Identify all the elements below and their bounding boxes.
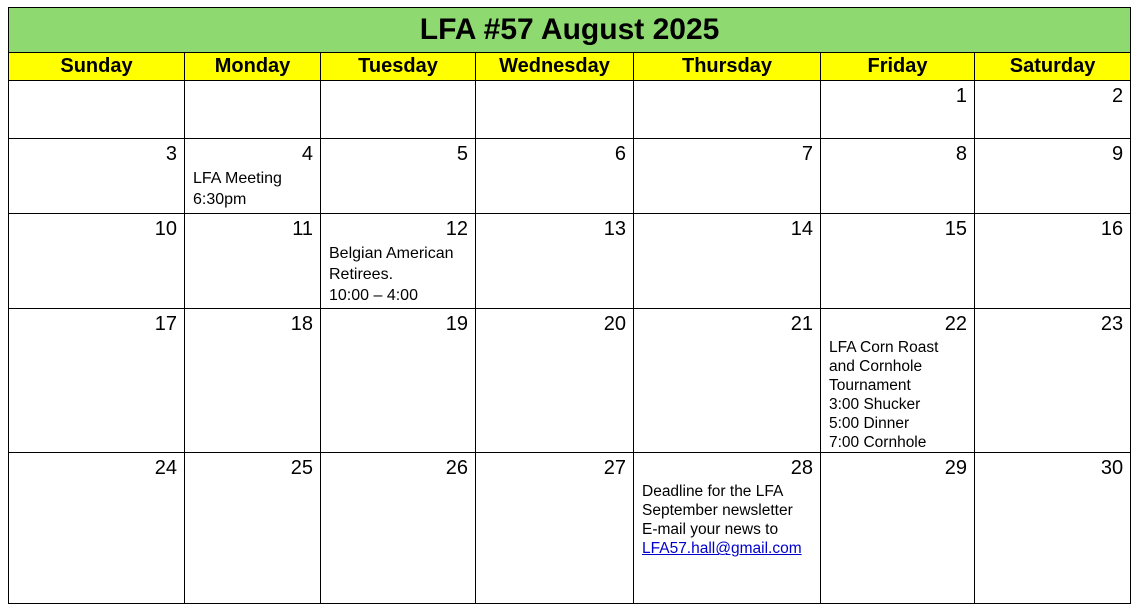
day-number: 5	[456, 143, 468, 166]
day-number: 21	[790, 312, 813, 335]
day-cell	[975, 81, 1131, 139]
day-number	[321, 81, 475, 85]
day-number: 22	[944, 312, 967, 335]
event-line: Tournament	[829, 376, 911, 394]
calendar-table	[8, 7, 1131, 604]
day-number: 29	[944, 457, 967, 480]
event-line: 5:00 Dinner	[829, 414, 910, 432]
day-cell	[9, 139, 185, 213]
day-number: 9	[1111, 143, 1124, 166]
weekday-monday: Monday	[185, 53, 321, 81]
day-cell	[321, 139, 476, 213]
day-cell	[821, 308, 975, 452]
day-number: 28	[790, 457, 813, 480]
day-cell	[634, 213, 821, 308]
week-row-2	[9, 139, 1131, 213]
event-line: 6:30pm	[193, 191, 247, 209]
day-cell	[821, 213, 975, 308]
day-number: 12	[445, 217, 468, 240]
day-cell	[185, 213, 321, 308]
day-cell	[821, 81, 975, 139]
day-number: 17	[154, 312, 177, 335]
event-line: LFA Meeting	[193, 170, 282, 188]
event-line: and Cornhole	[829, 357, 923, 375]
day-number: 26	[445, 457, 468, 480]
day-cell	[975, 139, 1131, 213]
event-line: 3:00 Shucker	[829, 395, 921, 413]
event-line: Belgian American	[329, 244, 454, 262]
day-number: 2	[1111, 85, 1124, 108]
day-cell	[9, 213, 185, 308]
event-line: LFA Corn Roast	[829, 338, 939, 356]
day-cell	[634, 453, 821, 604]
day-number: 10	[154, 217, 177, 240]
event-line: 10:00 – 4:00	[329, 286, 418, 304]
event-lfa-meeting	[185, 165, 320, 210]
day-cell	[821, 139, 975, 213]
event-line: E-mail your news to	[642, 521, 779, 539]
day-number	[185, 81, 320, 85]
weekday-header-row	[9, 53, 1131, 81]
day-number: 7	[801, 143, 813, 166]
weekday-wednesday: Wednesday	[476, 53, 634, 81]
week-row-3	[9, 213, 1131, 308]
day-cell	[185, 139, 321, 213]
day-cell	[185, 81, 321, 139]
day-cell	[321, 308, 476, 452]
day-cell	[975, 453, 1131, 604]
day-cell	[975, 308, 1131, 452]
event-line: Retirees.	[329, 265, 394, 283]
day-number: 15	[944, 217, 967, 240]
calendar-title: LFA #57 August 2025	[9, 8, 1131, 53]
day-number	[634, 81, 820, 85]
event-newsletter-deadline	[634, 479, 820, 558]
day-number: 16	[1100, 217, 1124, 240]
day-cell	[476, 81, 634, 139]
day-cell	[821, 453, 975, 604]
event-line: September newsletter	[642, 502, 793, 520]
day-cell	[476, 453, 634, 604]
day-number: 20	[603, 312, 626, 335]
day-cell	[185, 308, 321, 452]
day-number: 1	[955, 85, 967, 108]
day-number: 6	[614, 143, 626, 166]
week-row-5	[9, 453, 1131, 604]
day-number: 4	[301, 143, 313, 166]
day-cell	[9, 453, 185, 604]
day-number: 27	[603, 457, 626, 480]
week-row-1	[9, 81, 1131, 139]
day-number: 30	[1100, 457, 1124, 480]
event-line: Deadline for the LFA	[642, 483, 784, 501]
event-corn-roast	[821, 335, 974, 452]
day-cell	[634, 139, 821, 213]
day-cell	[975, 213, 1131, 308]
weekday-saturday: Saturday	[975, 53, 1131, 81]
day-cell	[476, 213, 634, 308]
day-cell	[476, 139, 634, 213]
event-line: 7:00 Cornhole	[829, 433, 927, 451]
day-cell	[476, 308, 634, 452]
day-number	[476, 81, 633, 85]
day-number: 14	[790, 217, 813, 240]
day-cell	[9, 308, 185, 452]
day-cell	[185, 453, 321, 604]
week-row-4	[9, 308, 1131, 452]
day-number: 19	[445, 312, 468, 335]
day-number: 25	[290, 457, 313, 480]
day-number: 23	[1100, 312, 1124, 335]
day-cell	[9, 81, 185, 139]
day-number: 3	[165, 143, 177, 166]
day-number: 8	[955, 143, 967, 166]
day-cell	[634, 81, 821, 139]
day-number: 24	[154, 457, 177, 480]
day-cell	[321, 453, 476, 604]
day-number: 13	[603, 217, 626, 240]
email-link[interactable]: LFA57.hall@gmail.com	[642, 540, 802, 558]
weekday-friday: Friday	[821, 53, 975, 81]
day-cell	[634, 308, 821, 452]
day-number	[9, 81, 184, 85]
weekday-tuesday: Tuesday	[321, 53, 476, 81]
event-belgian-american-retirees	[321, 240, 475, 306]
day-cell	[321, 81, 476, 139]
weekday-thursday: Thursday	[634, 53, 821, 81]
day-cell	[321, 213, 476, 308]
day-number: 18	[290, 312, 313, 335]
weekday-sunday: Sunday	[9, 53, 185, 81]
day-number: 11	[292, 217, 313, 240]
